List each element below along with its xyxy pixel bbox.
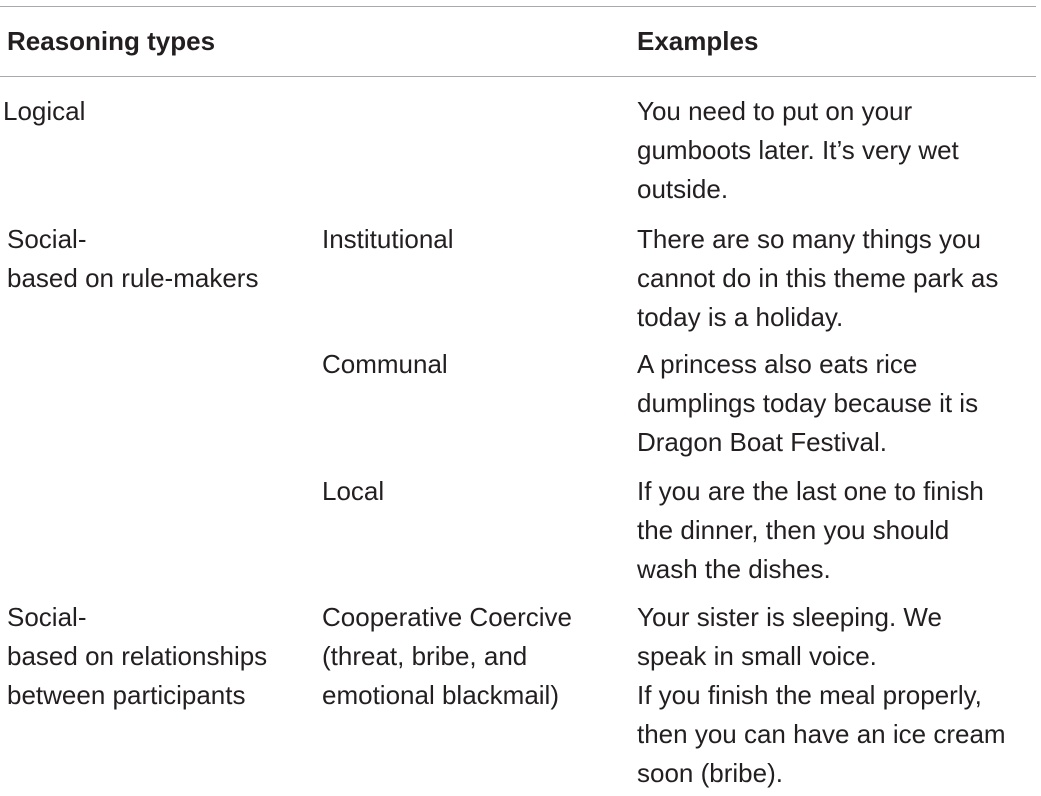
row-local-example: If you are the last one to finish the dinner, then you should wash the dishes. <box>637 476 984 584</box>
table-top-rule <box>0 6 1036 7</box>
row-logical-type: Logical <box>3 96 86 126</box>
row-logical-example: You need to put on your gumboots later. It’s very wet outside. <box>637 96 959 204</box>
row-social-rule-makers-type: Social- based on rule-makers <box>7 224 259 293</box>
header-reasoning-types: Reasoning types <box>7 26 216 56</box>
row-social-relationships-type: Social- based on relationships between participants <box>7 602 268 710</box>
row-local-subtype: Local <box>322 476 385 506</box>
table-header-rule <box>0 76 1036 77</box>
header-examples: Examples <box>637 26 759 56</box>
row-institutional-subtype: Institutional <box>322 224 454 254</box>
row-cooperative-coercive-subtype: Cooperative Coercive (threat, bribe, and emotional blackmail) <box>322 602 573 710</box>
row-communal-subtype: Communal <box>322 349 448 379</box>
row-cooperative-coercive-example: Your sister is sleeping. We speak in small voice. If you finish the meal properly, then you can have an ice cream soon (bribe). <box>637 602 1006 788</box>
row-communal-example: A princess also eats rice dumplings today because it is Dragon Boat Festival. <box>637 349 979 457</box>
row-institutional-example: There are so many things you cannot do in this theme park as today is a holiday. <box>637 224 999 332</box>
